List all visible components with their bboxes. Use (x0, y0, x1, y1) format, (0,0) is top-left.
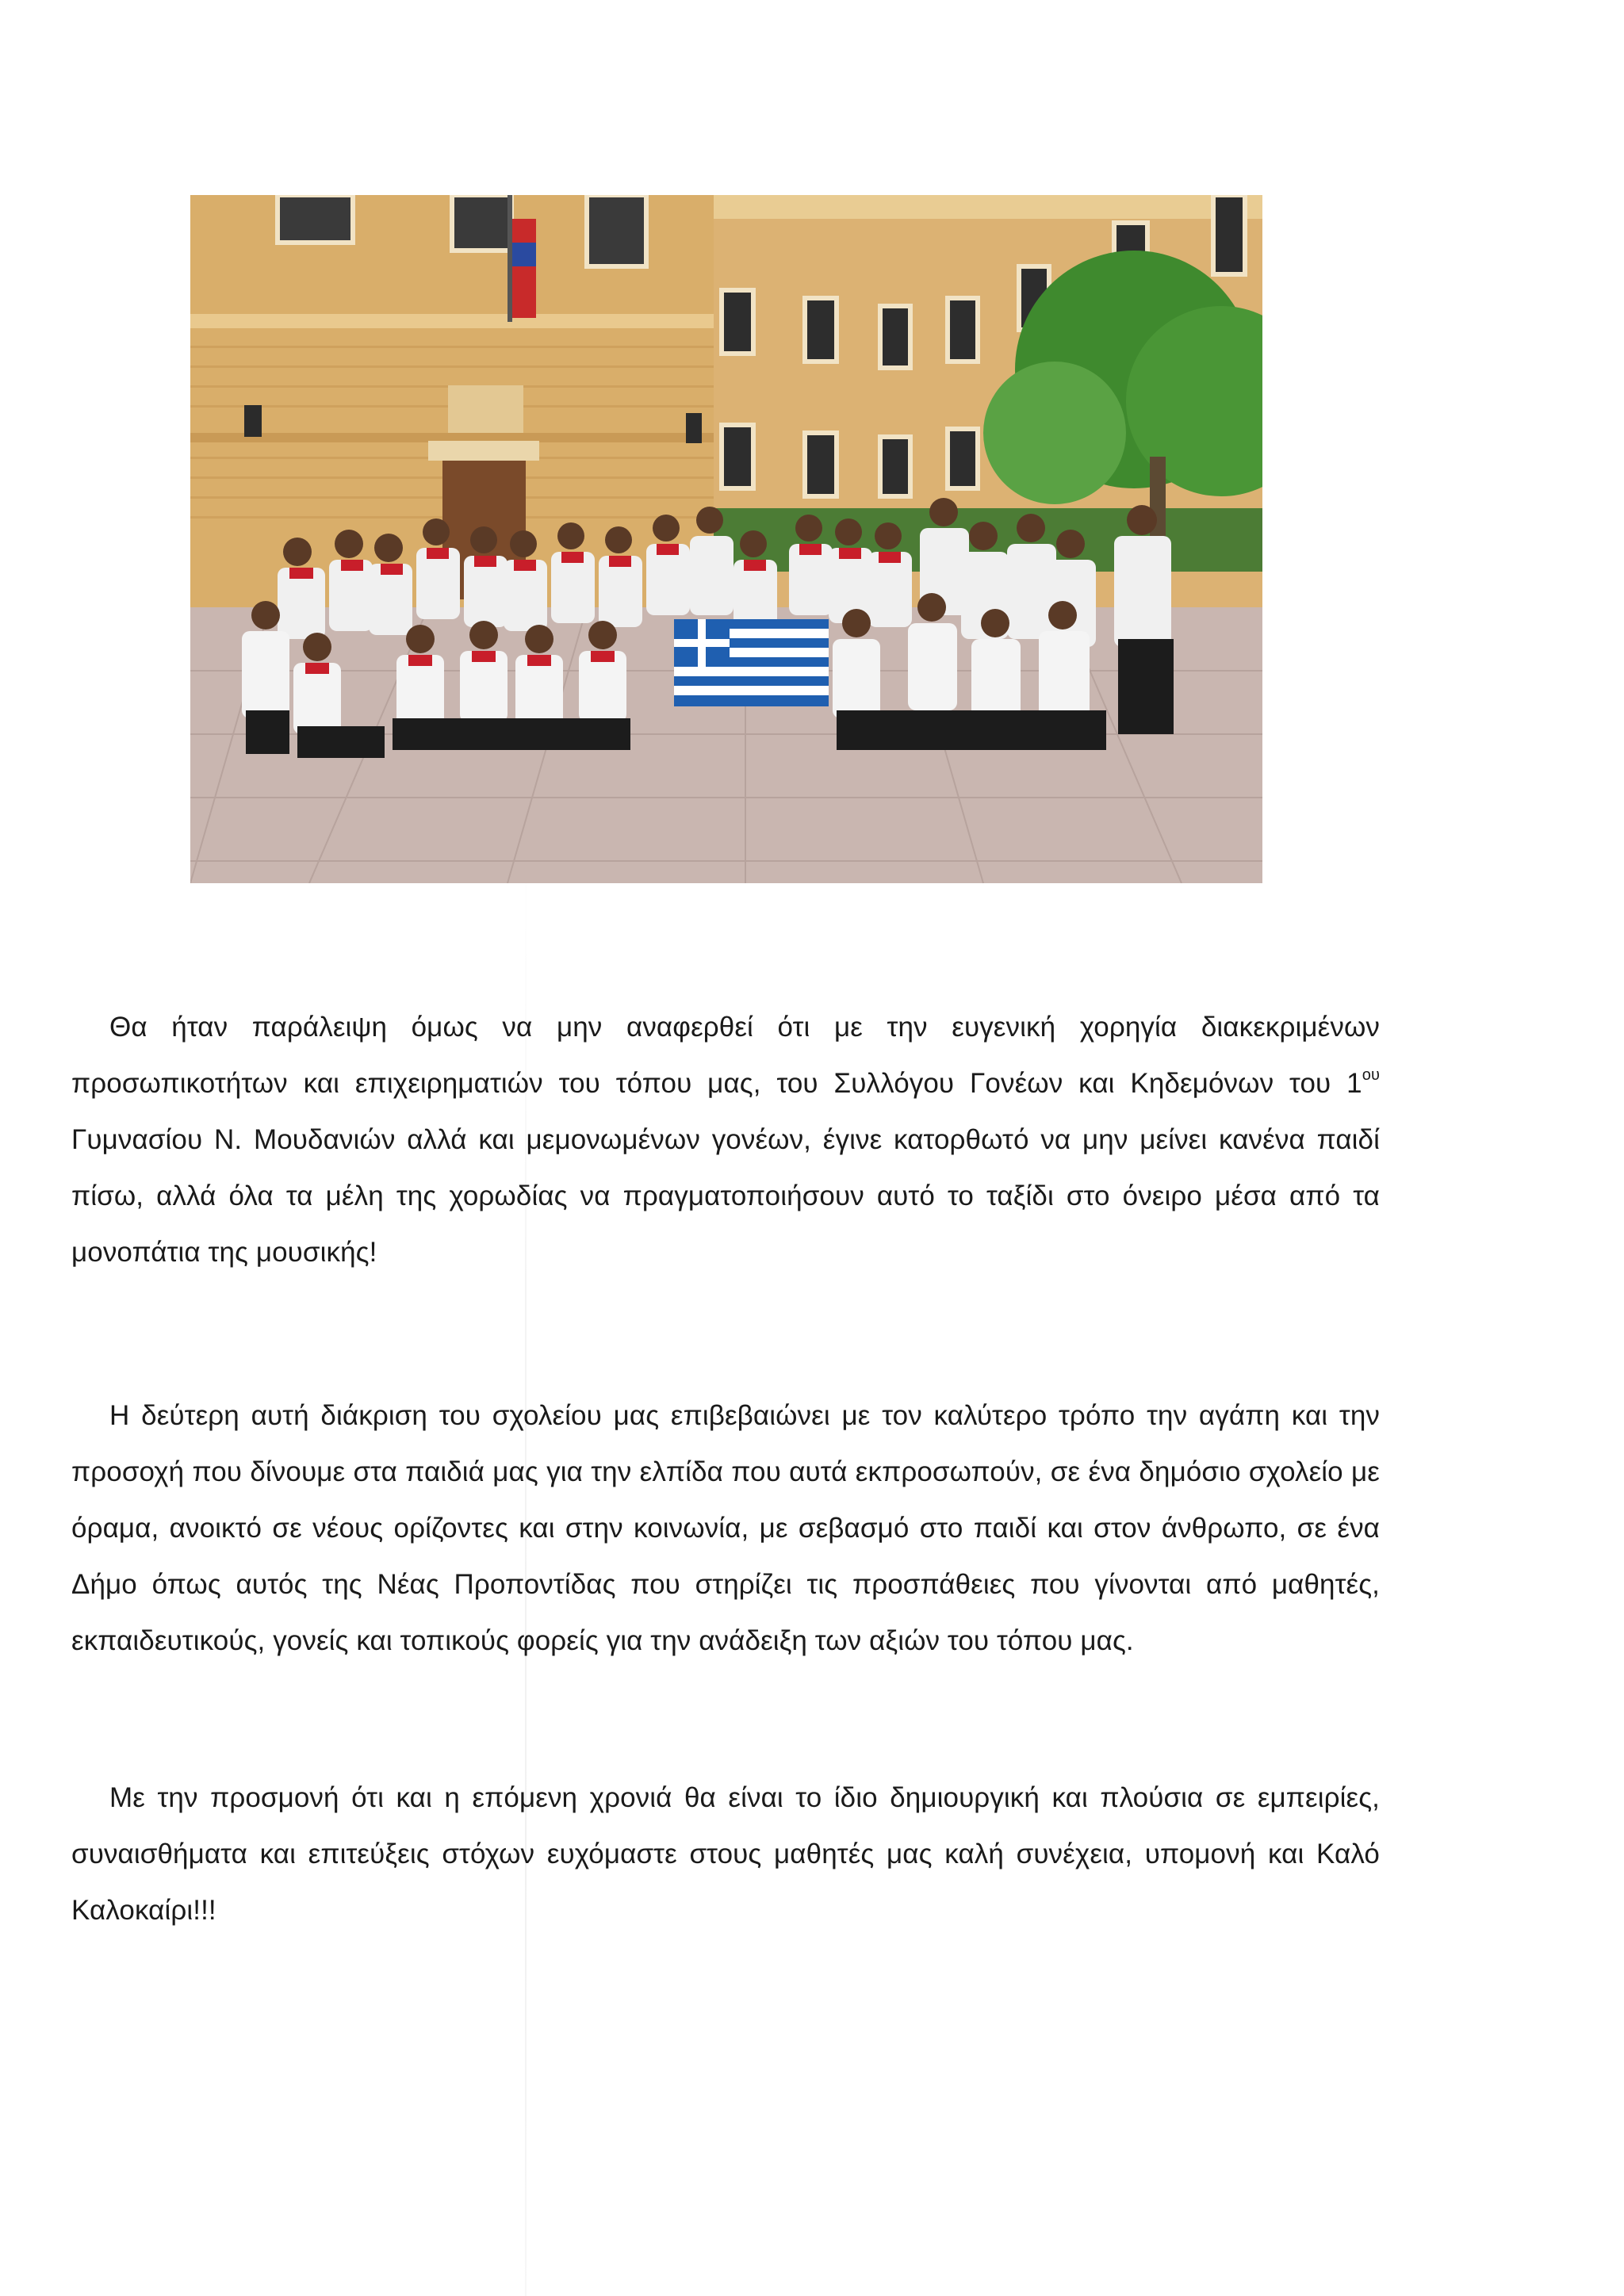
paragraph-sponsorship-text-2: Γυμνασίου Ν. Μουδανιών αλλά και μεμονωμένων γονέων, έγινε κατορθωτό να μην μείνει κανένα παιδί πίσω, αλλά όλα τα μέλη της χορωδίας να πραγματοποιήσουν αυτό το ταξίδι στο όνειρο μέσα από τα μονοπάτια της μουσικής! (71, 1124, 1380, 1268)
paragraph-wishes (71, 1770, 1380, 1938)
paragraph-distinction (71, 1387, 1380, 1669)
choir-group-photo-drawing (190, 195, 1262, 883)
paragraph-sponsorship (71, 999, 1380, 1280)
paragraph-sponsorship-text-1: Θα ήταν παράλειψη όμως να μην αναφερθεί ότι με την ευγενική χορηγία διακεκριμένων προσωπικοτήτων και επιχειρηματιών του τόπου μας, του Συλλόγου Γονέων και Κηδεμόνων του 1 (71, 1012, 1380, 1099)
choir-group-photo (190, 195, 1262, 883)
paragraph-wishes-text: Με την προσμονή ότι και η επόμενη χρονιά θα είναι το ίδιο δημιουργική και πλούσια σε εμπειρίες, συναισθήματα και επιτεύξεις στόχων ευχόμαστε στους μαθητές μας καλή συνέχεια, υπομονή και Καλό Καλοκαίρι!!! (71, 1782, 1380, 1926)
paragraph-distinction-text: Η δεύτερη αυτή διάκριση του σχολείου μας επιβεβαιώνει με τον καλύτερο τρόπο την αγάπη και την προσοχή που δίνουμε στα παιδιά μας για την ελπίδα που αυτά εκπροσωπούν, σε ένα δημόσιο σχολείο με όραμα, ανοικτό σε νέους ορίζοντες και στην κοινωνία, με σεβασμό στο παιδί και στον άνθρωπο, σε ένα Δήμο όπως αυτός της Νέας Προποντίδας που στηρίζει τις προσπάθειες που γίνονται από μαθητές, εκπαιδευτικούς, γονείς και τοπικούς φορείς για την ανάδειξη των αξιών του τόπου μας. (71, 1400, 1380, 1656)
ordinal-suffix: ου (1362, 1066, 1380, 1084)
